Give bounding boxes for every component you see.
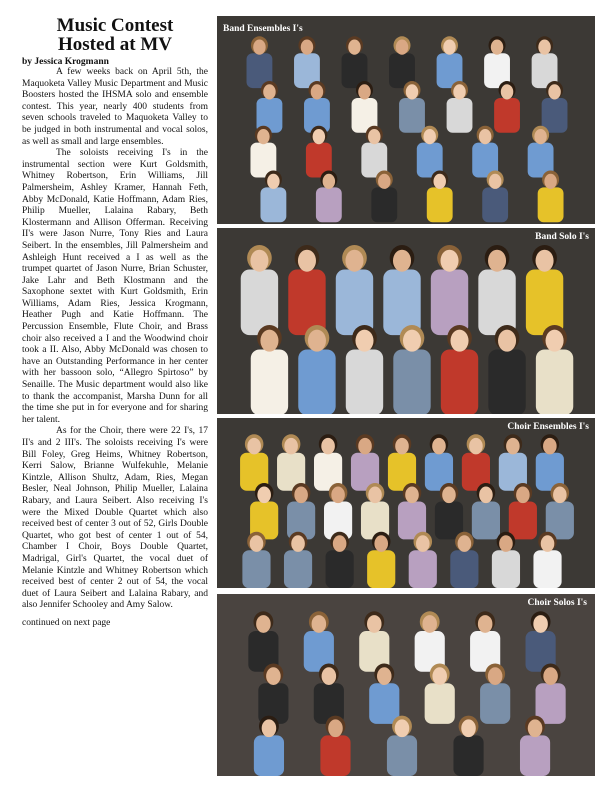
person-body bbox=[298, 349, 335, 414]
person-body bbox=[254, 735, 284, 776]
person-face bbox=[256, 615, 271, 633]
person-face bbox=[395, 719, 410, 737]
person-face bbox=[393, 250, 411, 272]
continued-note: continued on next page bbox=[22, 617, 111, 628]
person-face bbox=[312, 615, 327, 633]
person-face bbox=[260, 330, 278, 352]
article-column bbox=[22, 16, 208, 628]
photo-band-solo-image bbox=[217, 228, 595, 414]
person-face bbox=[395, 438, 409, 455]
person-face bbox=[423, 129, 435, 144]
person-face bbox=[311, 84, 323, 99]
person-body bbox=[520, 735, 550, 776]
person-face bbox=[548, 84, 560, 99]
person-body bbox=[288, 270, 325, 336]
person-face bbox=[313, 129, 325, 144]
person-body bbox=[494, 98, 520, 133]
person-face bbox=[253, 40, 265, 55]
person-body bbox=[431, 270, 468, 336]
person-face bbox=[533, 615, 548, 633]
person-face bbox=[267, 174, 279, 189]
person-body bbox=[447, 98, 473, 133]
paragraph-2: The soloists receiving I's in the instrumental section were Kurt Goldsmith, Whitney Robertson, Erin Williams, Jill Palmersheim, Ashley Kramer, Hannah Feth, Abby McDonald, Katie Hoffmann, Adam Ries, Philip Mueller, Lalaina Rabary, Beth Klostermann and Allison Offerman. Receiving II's were Jason Nurre, Tony Ries and Laura Seibert. In the ensembles, Jill Palmersheim and Ashleigh Hunt received a I as well as the trumpet quartet of Jason Nurre, Brian Schuster, Jake Lahr and Beth Klostmann and the Saxophone sextet with Kurt Goldsmith, Erin Williams, Adam Ries, Jessica Krogmann, Heather Pugh and Katie Hoffmann. The Percussion Ensemble, Flute Choir, and Brass choir also received a I and the Woodwind choir took a II. Also, Abby McDonald was chosen to have an Outstanding Performance in her center with her bassoon solo, “Allegro Spirtoso” by Senaille. The Music department would also like to thank the accompanist, Marsha Dunn for all the time she put in for everyone and for sharing her talent. bbox=[22, 148, 208, 425]
person-body bbox=[387, 735, 417, 776]
byline: by Jessica Krogmann bbox=[22, 57, 109, 67]
person-face bbox=[331, 487, 345, 504]
photo-choir-ensembles-image bbox=[217, 418, 595, 588]
person-face bbox=[348, 40, 360, 55]
person-face bbox=[247, 438, 261, 455]
person-face bbox=[396, 40, 408, 55]
photo-choir-solos bbox=[217, 594, 595, 776]
person-face bbox=[553, 487, 567, 504]
person-face bbox=[528, 719, 543, 737]
person-face bbox=[534, 129, 546, 144]
caption-band-solo: Band Solo I's bbox=[535, 232, 589, 242]
person-face bbox=[501, 84, 513, 99]
photo-band-ensembles-image bbox=[217, 16, 595, 224]
photo-choir-ensembles bbox=[217, 418, 595, 588]
person-face bbox=[355, 330, 373, 352]
person-face bbox=[488, 667, 503, 685]
person-body bbox=[251, 349, 288, 414]
person-body bbox=[284, 550, 312, 588]
article-body bbox=[22, 67, 208, 612]
person-face bbox=[458, 535, 472, 552]
person-body bbox=[326, 550, 354, 588]
person-face bbox=[543, 438, 557, 455]
person-face bbox=[442, 487, 456, 504]
person-body bbox=[538, 187, 564, 222]
person-body bbox=[482, 187, 508, 222]
person-body bbox=[526, 270, 563, 336]
person-face bbox=[451, 330, 469, 352]
person-face bbox=[262, 719, 277, 737]
person-body bbox=[393, 349, 430, 414]
paragraph-3: As for the Choir, there were 22 I's, 17 II's and 2 III's. The soloists receiving I's were Bill Foley, Greg Heims, Whitney Robertson, Kerri Salow, Brianne Wulfekuhle, Melanie Kintzle, Allison Shultz, Adam, Ries, Megan Besler, Neal Johnson, Philip Mueller, Lalaina Rabary, and Laura Seibert. Also receiving I's were the Mixed Double Quartet which also received best of center 3 out of 52, Girls Double Quartet, who got best of center 1 out of 54, Chamber I Choir, Boys Double Quartet, Madrigal, Girl's Quartet, the vocal duet of Melanie Kintzle and Whitney Robertson which received best of center 2 out of 54, the vocal duet of Laura Seibert and Lalaina Rabary, and also Jennifer Schooley and Amy Salow. bbox=[22, 426, 208, 611]
person-face bbox=[367, 615, 382, 633]
person-body bbox=[478, 270, 515, 336]
person-face bbox=[284, 438, 298, 455]
person-face bbox=[250, 535, 264, 552]
person-face bbox=[416, 535, 430, 552]
person-face bbox=[433, 174, 445, 189]
person-face bbox=[489, 174, 501, 189]
caption-choir-solos: Choir Solos I's bbox=[527, 598, 587, 608]
person-face bbox=[498, 330, 516, 352]
person-face bbox=[506, 438, 520, 455]
person-body bbox=[409, 550, 437, 588]
person-face bbox=[358, 84, 370, 99]
person-body bbox=[383, 270, 420, 336]
caption-band-ensembles: Band Ensembles I's bbox=[223, 24, 303, 34]
person-face bbox=[461, 719, 476, 737]
person-face bbox=[406, 84, 418, 99]
person-face bbox=[333, 535, 347, 552]
person-body bbox=[369, 683, 399, 724]
person-body bbox=[371, 187, 397, 222]
person-face bbox=[257, 129, 269, 144]
person-body bbox=[509, 501, 537, 539]
person-body bbox=[441, 349, 478, 414]
person-face bbox=[488, 250, 506, 272]
person-body bbox=[536, 349, 573, 414]
person-face bbox=[377, 667, 392, 685]
photo-choir-solos-image bbox=[217, 594, 595, 776]
person-face bbox=[374, 535, 388, 552]
person-face bbox=[543, 667, 558, 685]
person-face bbox=[405, 487, 419, 504]
person-face bbox=[308, 330, 326, 352]
person-face bbox=[378, 174, 390, 189]
person-body bbox=[453, 735, 483, 776]
paragraph-1: A few weeks back on April 5th, the Maquoketa Valley Music Department and Music Boosters hosted the IHSMA solo and ensemble contest. This year, nearly 400 students from seven schools traveled to Maquoketa Valley to be judged in both instrumental and vocal solos, as well as small and large ensembles. bbox=[22, 67, 208, 147]
person-face bbox=[358, 438, 372, 455]
person-face bbox=[294, 487, 308, 504]
person-body bbox=[260, 187, 286, 222]
person-body bbox=[399, 98, 425, 133]
person-face bbox=[291, 535, 305, 552]
person-face bbox=[266, 667, 281, 685]
person-body bbox=[450, 550, 478, 588]
person-body bbox=[316, 187, 342, 222]
photo-band-ensembles bbox=[217, 16, 595, 224]
person-body bbox=[241, 270, 278, 336]
person-body bbox=[425, 683, 455, 724]
person-face bbox=[328, 719, 343, 737]
person-body bbox=[533, 550, 561, 588]
person-face bbox=[538, 40, 550, 55]
person-face bbox=[322, 667, 337, 685]
person-face bbox=[478, 615, 493, 633]
photo-band-solo bbox=[217, 228, 595, 414]
person-face bbox=[546, 330, 564, 352]
person-face bbox=[491, 40, 503, 55]
person-face bbox=[479, 129, 491, 144]
person-face bbox=[443, 40, 455, 55]
person-face bbox=[479, 487, 493, 504]
title-line-2: Hosted at MV bbox=[58, 34, 172, 55]
person-face bbox=[516, 487, 530, 504]
person-face bbox=[541, 535, 555, 552]
person-body bbox=[367, 550, 395, 588]
person-face bbox=[536, 250, 554, 272]
title-line-1: Music Contest bbox=[56, 15, 174, 36]
person-body bbox=[488, 349, 525, 414]
article-title bbox=[22, 16, 208, 54]
person-face bbox=[499, 535, 513, 552]
person-face bbox=[441, 250, 459, 272]
person-body bbox=[492, 550, 520, 588]
person-body bbox=[480, 683, 510, 724]
person-face bbox=[298, 250, 316, 272]
person-face bbox=[257, 487, 271, 504]
person-face bbox=[345, 250, 363, 272]
person-face bbox=[469, 438, 483, 455]
person-face bbox=[301, 40, 313, 55]
person-body bbox=[427, 187, 453, 222]
person-face bbox=[321, 438, 335, 455]
person-body bbox=[336, 270, 373, 336]
person-body bbox=[346, 349, 383, 414]
caption-choir-ensembles: Choir Ensembles I's bbox=[507, 422, 589, 432]
person-body bbox=[472, 501, 500, 539]
person-face bbox=[432, 667, 447, 685]
person-face bbox=[250, 250, 268, 272]
person-face bbox=[422, 615, 437, 633]
person-face bbox=[544, 174, 556, 189]
person-face bbox=[453, 84, 465, 99]
person-face bbox=[432, 438, 446, 455]
person-face bbox=[263, 84, 275, 99]
person-body bbox=[242, 550, 270, 588]
person-face bbox=[323, 174, 335, 189]
person-face bbox=[368, 129, 380, 144]
person-face bbox=[368, 487, 382, 504]
person-body bbox=[320, 735, 350, 776]
person-face bbox=[403, 330, 421, 352]
